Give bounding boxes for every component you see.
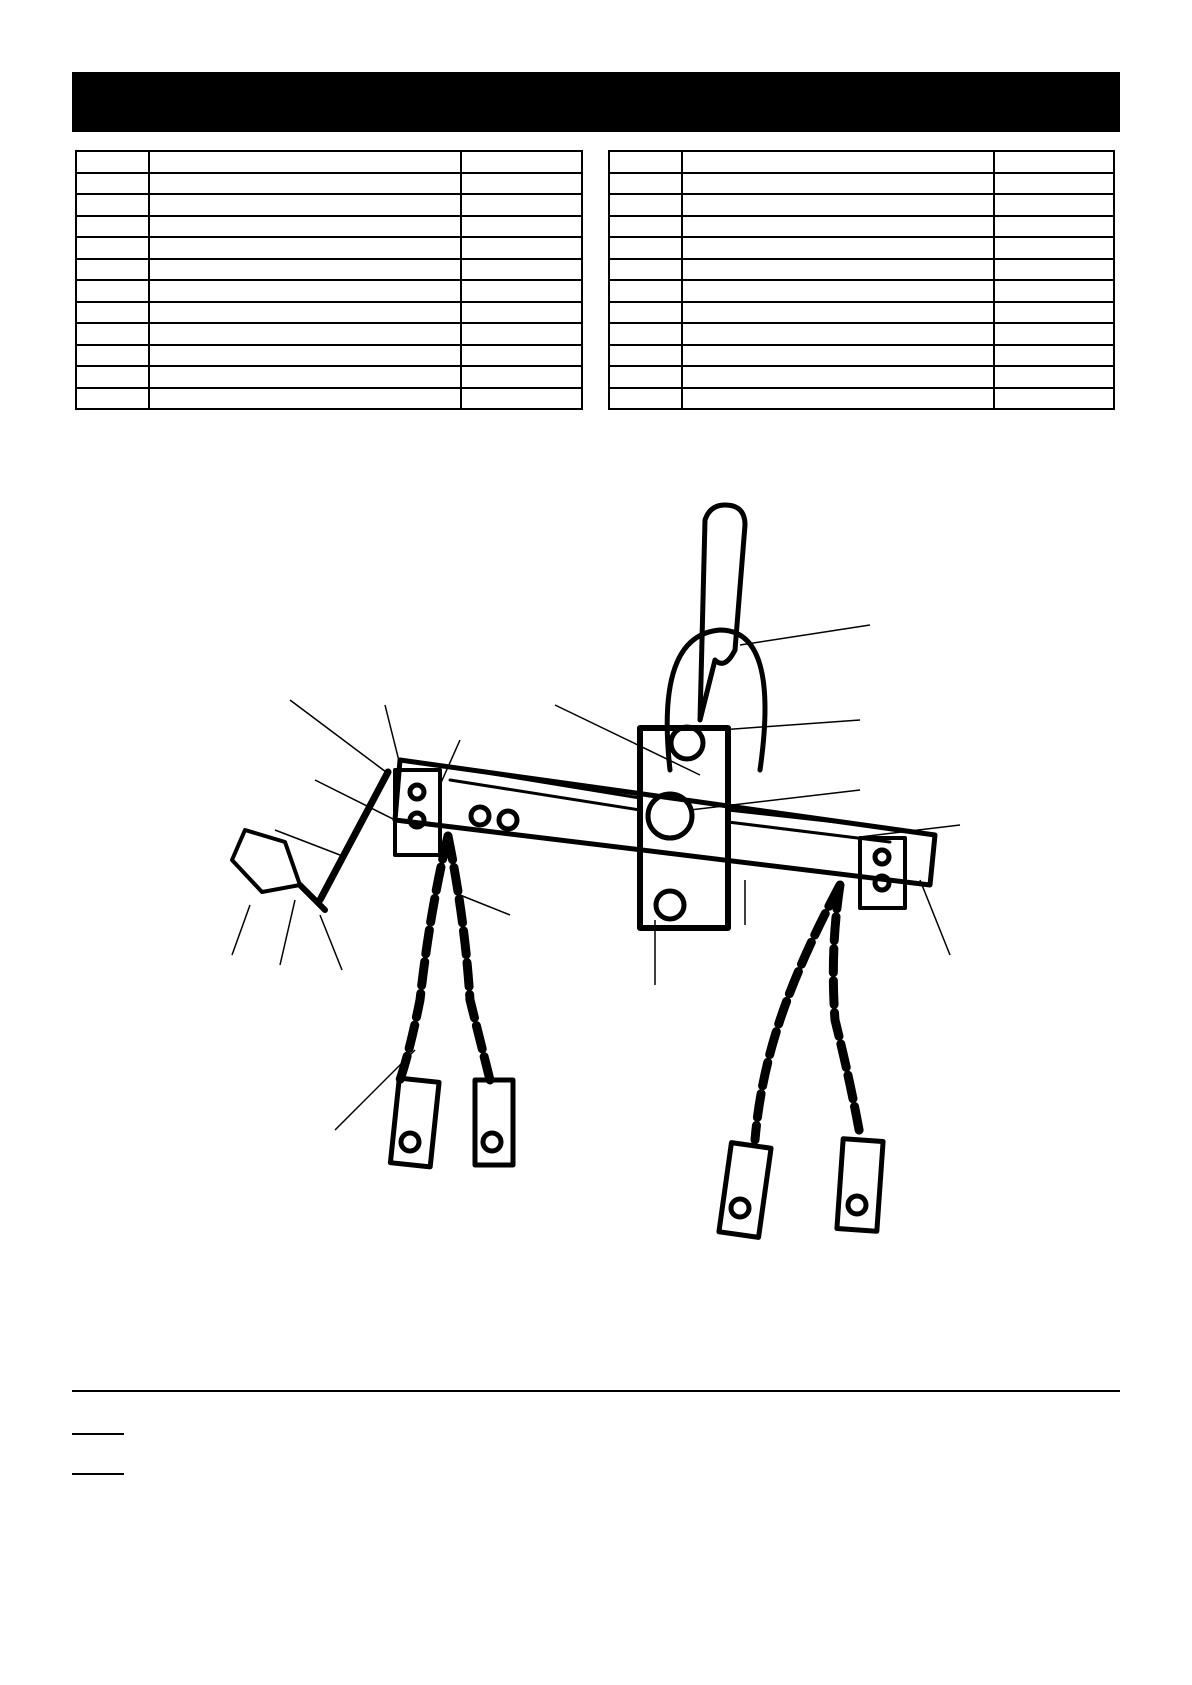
table-row xyxy=(609,345,1114,367)
table-cell xyxy=(994,237,1114,259)
table-row xyxy=(76,151,582,173)
divider xyxy=(72,1390,1120,1392)
table-cell xyxy=(994,302,1114,324)
table-cell xyxy=(149,280,460,302)
rack-teeth xyxy=(450,767,890,842)
table-cell xyxy=(149,302,460,324)
table-row xyxy=(609,388,1114,410)
table-cell xyxy=(609,366,682,388)
left-chain xyxy=(400,836,490,1080)
table-row xyxy=(76,366,582,388)
table-cell xyxy=(461,237,582,259)
table-row xyxy=(609,194,1114,216)
table-cell xyxy=(76,216,149,238)
table-row xyxy=(609,280,1114,302)
table-row xyxy=(76,194,582,216)
table-cell xyxy=(461,388,582,410)
table-cell xyxy=(994,280,1114,302)
table-cell xyxy=(609,173,682,195)
table-row xyxy=(76,216,582,238)
table-cell xyxy=(682,216,993,238)
table-cell xyxy=(76,323,149,345)
table-cell xyxy=(76,280,149,302)
table-row xyxy=(76,173,582,195)
table-cell xyxy=(149,216,460,238)
note-marker-1 xyxy=(72,1433,124,1435)
table-row xyxy=(609,366,1114,388)
table-cell xyxy=(76,237,149,259)
right-chain xyxy=(755,885,860,1140)
table-cell xyxy=(76,194,149,216)
table-cell xyxy=(994,173,1114,195)
table-row xyxy=(76,388,582,410)
crank-handle xyxy=(320,772,388,900)
header-bar xyxy=(72,72,1120,132)
table-cell xyxy=(76,345,149,367)
table-cell xyxy=(149,259,460,281)
table-cell xyxy=(149,345,460,367)
note-marker-2 xyxy=(72,1473,124,1475)
table-cell xyxy=(609,388,682,410)
table-cell xyxy=(609,151,682,173)
table-cell xyxy=(149,323,460,345)
table-cell xyxy=(994,216,1114,238)
top-link xyxy=(700,505,745,720)
table-cell xyxy=(994,388,1114,410)
table-cell xyxy=(609,237,682,259)
table-row xyxy=(609,173,1114,195)
table-cell xyxy=(609,302,682,324)
table-cell xyxy=(461,259,582,281)
table-row xyxy=(609,216,1114,238)
table-cell xyxy=(682,151,993,173)
table-cell xyxy=(461,302,582,324)
table-cell xyxy=(609,323,682,345)
table-row xyxy=(76,237,582,259)
table-row xyxy=(609,259,1114,281)
table-cell xyxy=(461,194,582,216)
load-leveler-diagram xyxy=(0,480,1192,1330)
table-cell xyxy=(994,345,1114,367)
table-cell xyxy=(461,345,582,367)
table-cell xyxy=(76,366,149,388)
table-cell xyxy=(149,237,460,259)
table-cell xyxy=(682,345,993,367)
table-cell xyxy=(682,194,993,216)
table-row xyxy=(76,259,582,281)
table-cell xyxy=(994,151,1114,173)
parts-table-left xyxy=(75,150,583,410)
table-cell xyxy=(682,366,993,388)
table-cell xyxy=(682,280,993,302)
table-cell xyxy=(149,366,460,388)
table-row xyxy=(76,302,582,324)
table-cell xyxy=(461,151,582,173)
table-cell xyxy=(461,280,582,302)
table-cell xyxy=(682,388,993,410)
table-row xyxy=(609,302,1114,324)
table-cell xyxy=(994,259,1114,281)
table-cell xyxy=(149,151,460,173)
table-cell xyxy=(682,323,993,345)
parts-table-right xyxy=(608,150,1115,410)
table-cell xyxy=(682,302,993,324)
table-cell xyxy=(609,280,682,302)
table-cell xyxy=(994,194,1114,216)
table-cell xyxy=(149,194,460,216)
table-cell xyxy=(76,151,149,173)
table-cell xyxy=(609,345,682,367)
table-cell xyxy=(76,302,149,324)
table-cell xyxy=(76,173,149,195)
table-cell xyxy=(461,323,582,345)
table-row xyxy=(609,323,1114,345)
table-row xyxy=(609,237,1114,259)
table-row xyxy=(609,151,1114,173)
shackle-ring xyxy=(667,630,765,770)
table-cell xyxy=(994,366,1114,388)
table-cell xyxy=(682,237,993,259)
table-cell xyxy=(149,173,460,195)
table-cell xyxy=(609,194,682,216)
table-row xyxy=(76,345,582,367)
table-cell xyxy=(609,259,682,281)
table-row xyxy=(76,280,582,302)
table-cell xyxy=(461,173,582,195)
table-cell xyxy=(461,366,582,388)
table-cell xyxy=(76,388,149,410)
table-cell xyxy=(682,173,993,195)
table-cell xyxy=(461,216,582,238)
table-row xyxy=(76,323,582,345)
table-cell xyxy=(76,259,149,281)
table-cell xyxy=(609,216,682,238)
table-cell xyxy=(682,259,993,281)
table-cell xyxy=(149,388,460,410)
table-cell xyxy=(994,323,1114,345)
